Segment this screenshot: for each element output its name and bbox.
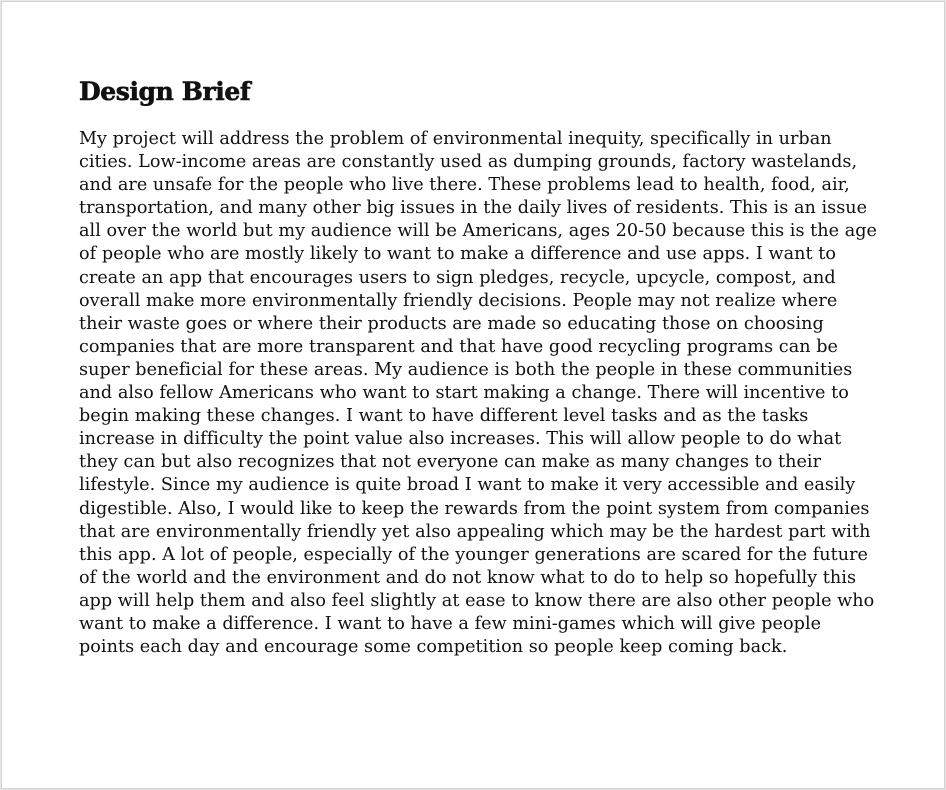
document-page	[1, 1, 945, 789]
document-content	[79, 74, 879, 659]
document-title: Design Brief	[79, 77, 251, 106]
document-body: My project will address the problem of environmental inequity, specifically in urban cities. Low-income areas are constantly used as dumping grounds, factory wastelands, and are unsafe for the people who live there. These problems lead to health, food, air, transportation, and many other big issues in the daily lives of residents. This is an issue all over the world but my audience will be Americans, ages 20-50 because this is the age of people who are mostly likely to want to make a difference and use apps. I want to create an app that encourages users to sign pledges, recycle, upcycle, compost, and overall make more environmentally friendly decisions. People may not realize where their waste goes or where their products are made so educating those on choosing companies that are more transparent and that have good recycling programs can be super beneficial for these areas. My audience is both the people in these communities and also fellow Americans who want to start making a change. There will incentive to begin making these changes. I want to have different level tasks and as the tasks increase in difficulty the point value also increases. This will allow people to do what they can but also recognizes that not everyone can make as many changes to their lifestyle. Since my audience is quite broad I want to make it very accessible and easily digestible. Also, I would like to keep the rewards from the point system from companies that are environmentally friendly yet also appealing which may be the hardest part with this app. A lot of people, especially of the younger generations are scared for the future of the world and the environment and do not know what to do to help so hopefully this app will help them and also feel slightly at ease to know there are also other people who want to make a difference. I want to have a few mini-games which will give people points each day and encourage some competition so people keep coming back.	[79, 129, 878, 658]
